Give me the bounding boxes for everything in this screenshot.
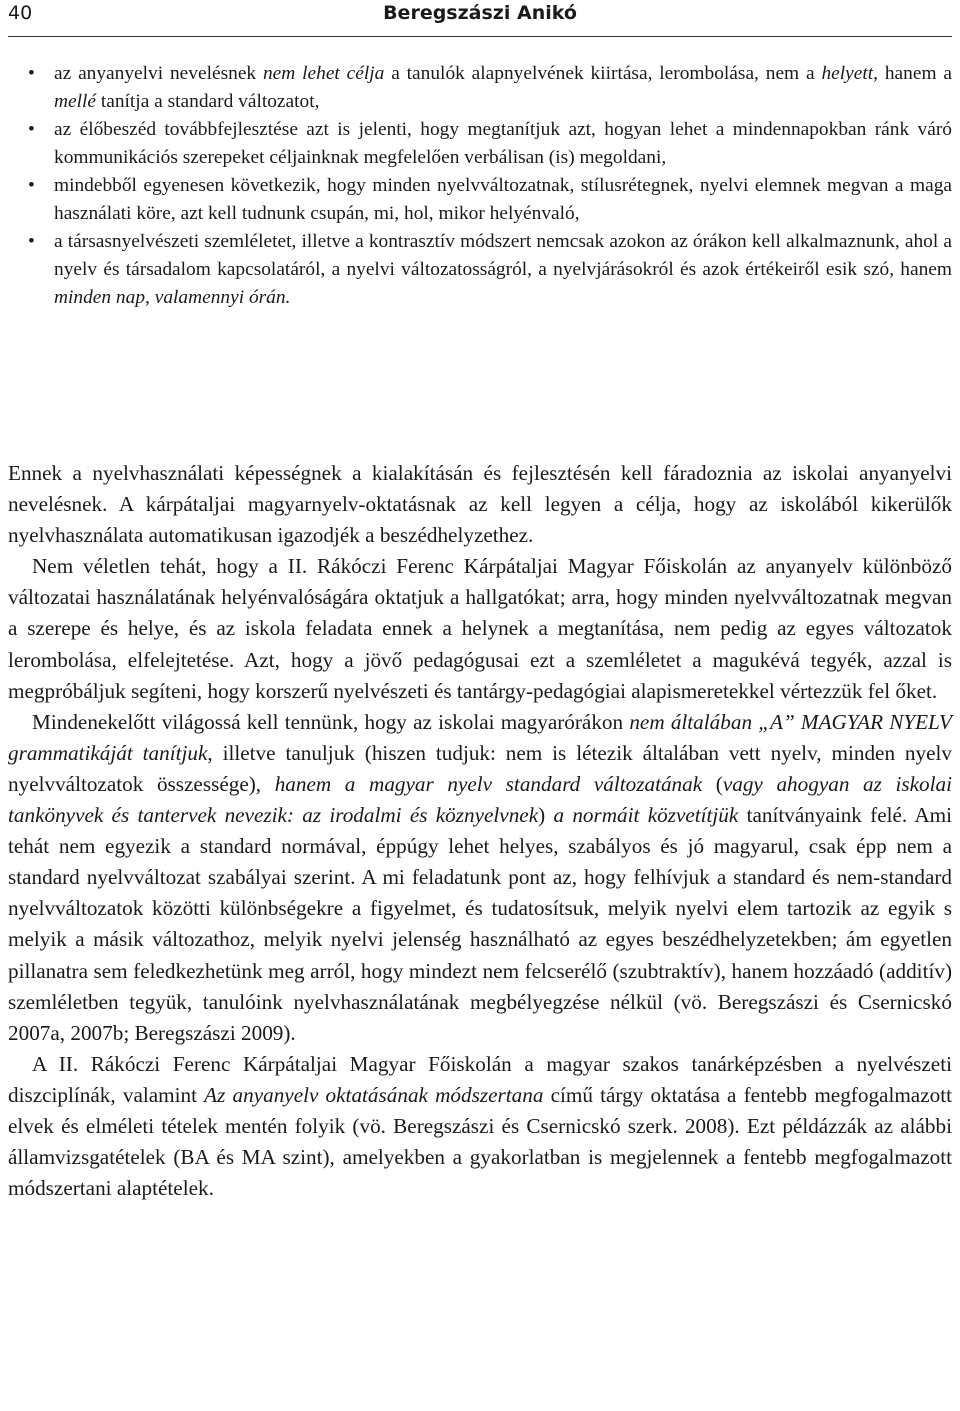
bullet-icon: • [28, 119, 35, 140]
bullet-item [24, 116, 952, 172]
italic-text: Az anyanyelv oktatásának módszertana [204, 1082, 544, 1107]
text-run: a társasnyelvészeti szemléletet, illetve a kontrasztív módszert nemcsak azokon az órákon kell alkalmaznunk, ahol a nyelv és társadalom kapcsolatáról, a nyelvi változatosságról, a nyelvjárásokról és azok értékeiről esik szó, hanem [54, 231, 952, 280]
paragraph [8, 1049, 952, 1204]
page-number: 40 [8, 2, 33, 24]
text-run: ( [702, 771, 723, 796]
paragraph [8, 707, 952, 1049]
running-head: Beregszászi Anikó [383, 2, 577, 24]
bullet-item [24, 228, 952, 312]
italic-text: helyett [821, 63, 874, 84]
text-run: mindebből egyenesen következik, hogy minden nyelvváltozatnak, stílusrétegnek, nyelvi elemnek megvan a maga használati köre, azt kell tudnunk csupán, mi, hol, mikor helyénvaló, [54, 175, 952, 224]
bullet-icon: • [28, 231, 35, 252]
text-run: Ennek a nyelvhasználati képességnek a kialakításán és fejlesztésén kell fáradoznia az iskolai anyanyelvi nevelésnek. A kárpátaljai magyarnyelv-oktatásnak az kell legyen a célja, hogy az iskolából kikerülők nyelvhasználata automatikusan igazodjék a beszédhelyzethez. [8, 461, 952, 548]
bullet-list [24, 60, 952, 312]
paragraph [8, 551, 952, 706]
italic-text: vagy ahogyan az iskolai tankönyvek és tantervek nevezik: az irodalmi és köznyelvnek [8, 771, 952, 828]
text-run: a tanulók alapnyelvének kiirtása, lerombolása, nem a [384, 63, 822, 84]
text-run: című tárgy oktatása a fentebb megfogalmazott elvek és elméleti tételek mentén folyik (vö. Beregszászi és Csernicskó szerk. 2008). Ezt példázzák az alábbi államvizsgatételek (BA és MA szint), amelyekben a gyakorlatban is megjelennek a fentebb megfogalmazott módszertani alaptételek. [8, 1082, 952, 1201]
italic-text: minden nap, valamennyi órán. [54, 287, 291, 308]
text-run: tanítványaink felé. Ami tehát nem egyezik a standard normával, éppúgy lehet helyes, szabályos és jó magyarul, csak épp nem a standard nyelvváltozat szabályai szerint. A mi feladatunk pont az, hogy felhívjuk a standard és nem-standard nyelvváltozatok közötti különbségekre a figyelmet, és tudatosítsuk, melyik nyelvi elem tartozik az egyik s melyik a másik változathoz, melyik nyelvi jelenség használható az egyes beszédhelyzetekben; ám egyetlen pillanatra sem feledkezhetünk meg arról, hogy mindezt nem felcserélő (szubtraktív), hanem hozzáadó (additív) szemléletben tegyük, tanulóink nyelvhasználatának megbélyegzése nélkül (vö. Beregszászi és Csernicskó 2007a, 2007b; Beregszászi 2009). [8, 803, 952, 1045]
italic-text: hanem a magyar nyelv standard változatának [274, 771, 703, 796]
paragraph [8, 458, 952, 551]
italic-text: a normáit közvetítjük [553, 803, 739, 828]
page-header [8, 0, 952, 37]
text-run: , illetve tanuljuk (hiszen tudjuk: nem is létezik általában vett nyelv, minden nyelv nyelvváltozatok összessége), [8, 740, 953, 796]
italic-text: mellé [54, 91, 96, 112]
italic-text: nem általában „A” MAGYAR NYELV grammatikáját tanítjuk [8, 709, 952, 765]
bullet-item [24, 60, 952, 116]
text-run: Mindenekelőtt világossá kell tennünk, hogy az iskolai magyarórákon [32, 709, 630, 734]
text-run: az anyanyelvi nevelésnek [54, 63, 263, 84]
text-run: ) [538, 803, 554, 828]
text-run: , hanem a [873, 63, 952, 84]
text-run: A II. Rákóczi Ferenc Kárpátaljai Magyar Főiskolán a magyar szakos tanárképzésben a nyelvészeti diszciplínák, valamint [8, 1051, 952, 1107]
italic-text: nem lehet célja [262, 63, 385, 84]
body-text [8, 458, 952, 1204]
text-run: az élőbeszéd továbbfejlesztése azt is jelenti, hogy megtanítjuk azt, hogyan lehet a mindennapokban ránk váró kommunikációs szerepeket céljainknak megfelelően verbálisan (is) megoldani, [54, 119, 952, 168]
bullet-item [24, 172, 952, 228]
bullet-icon: • [28, 175, 35, 196]
text-run: tanítja a standard változatot, [96, 91, 320, 112]
bullet-icon: • [28, 63, 35, 84]
text-run: Nem véletlen tehát, hogy a II. Rákóczi Ferenc Kárpátaljai Magyar Főiskolán az anyanyelv különböző változatai használatának helyénvalóságára oktatjuk a hallgatókat; arra, hogy minden nyelvváltozatnak megvan a szerepe és helye, és az iskola feladata ennek a helynek a megtanítása, nem pedig az egyes változatok lerombolása, elfelejtetése. Azt, hogy a jövő pedagógusai ezt a szemléletet a magukévá tegyék, azzal is megpróbáljuk segíteni, hogy korszerű nyelvészeti és tantárgy-pedagógiai alapismeretekkel vértezzük fel őket. [8, 554, 952, 703]
